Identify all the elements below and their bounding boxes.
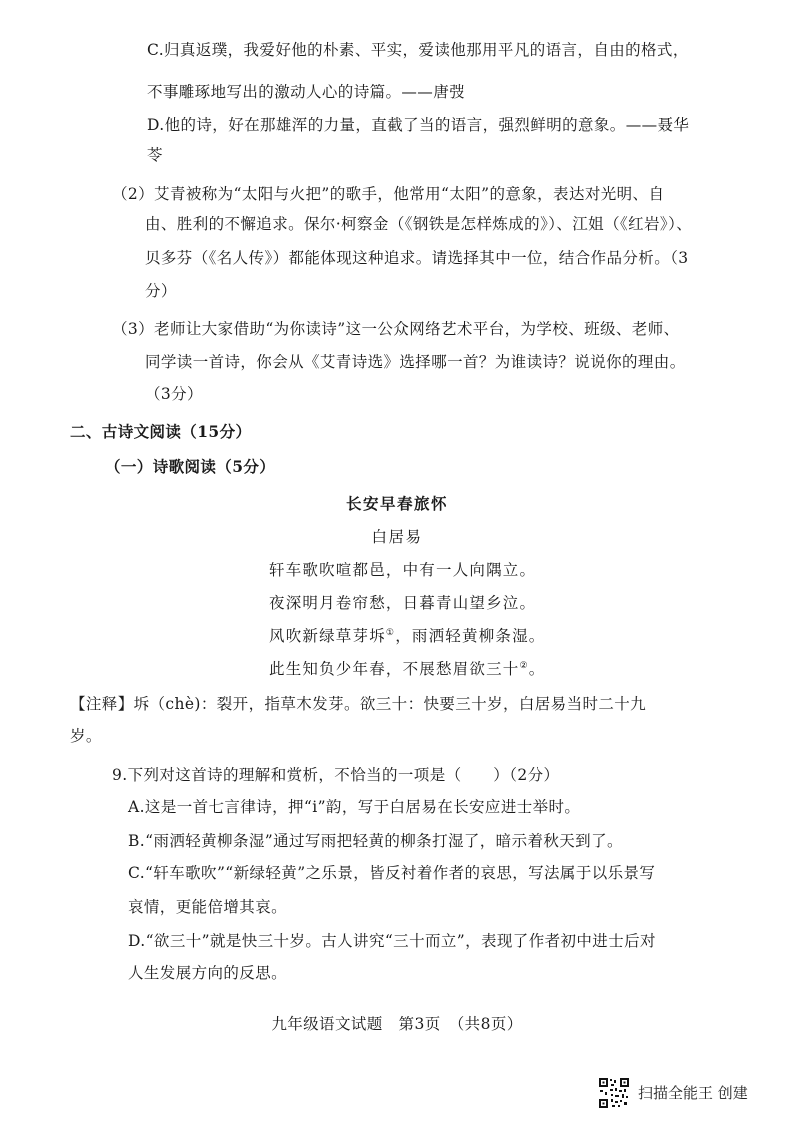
footnote-marker-2: ②: [519, 660, 529, 671]
note-line1: 【注释】坼（chè)：裂开，指草木发芽。欲三十：快要三十岁，白居易当时二十九: [70, 695, 647, 713]
q9-option-b: B.“雨洒轻黄柳条湿”通过写雨把轻黄的柳条打湿了，暗示着秋天到了。: [128, 832, 623, 850]
q8-option-d-line1: D.他的诗，好在那雄浑的力量，直截了当的语言，强烈鲜明的意象。——聂华: [147, 116, 690, 134]
poem-line4: [269, 657, 546, 679]
poem-line4-part2: 。: [528, 660, 546, 678]
scanner-watermark: 扫描全能王 创建: [638, 1084, 748, 1102]
q9-option-a: A.这是一首七言律诗，押“i”韵，写于白居易在长安应进士举时。: [128, 798, 581, 816]
section-heading: 二、古诗文阅读（15分）: [70, 422, 252, 441]
poem-line3-part2: ，雨洒轻黄柳条湿。: [395, 627, 546, 645]
sub2-line1: （2）艾青被称为“太阳与火把”的歌手，他常用“太阳”的意象，表达对光明、自: [112, 185, 665, 203]
q9-stem: 9.下列对这首诗的理解和赏析，不恰当的一项是（ ）（2分）: [112, 766, 560, 784]
q8-option-c-line1: C.归真返璞，我爱好他的朴素、平实，爱读他那用平凡的语言，自由的格式，: [147, 41, 689, 59]
poem-title: 长安早春旅怀: [345, 494, 448, 513]
poem-author: 白居易: [371, 528, 423, 546]
poem-line1: 轩车歌吹喧都邑，中有一人向隅立。: [269, 561, 537, 579]
sub2-line4: 分）: [145, 282, 177, 300]
poem-line3: [269, 624, 546, 646]
sub3-line3: （3分）: [145, 385, 203, 403]
q9-option-d-line2: 人生发展方向的反思。: [128, 964, 288, 982]
section-subheading: （一）诗歌阅读（5分）: [105, 457, 276, 476]
q9-option-c-line2: 哀情，更能倍增其哀。: [128, 898, 288, 916]
footnote-marker-1: ①: [385, 627, 396, 638]
page-footer: 九年级语文试题 第3页 （共8页）: [271, 1015, 523, 1033]
poem-line4-part1: 此生知负少年春，不展愁眉欲三十: [269, 660, 520, 678]
sub2-line3: 贝多芬（《名人传》）都能体现这种追求。请选择其中一位，结合作品分析。（3: [145, 249, 689, 267]
sub2-line2: 由、胜利的不懈追求。保尔·柯察金（《钢铁是怎样炼成的》）、江姐（《红岩》）、: [145, 215, 693, 233]
sub3-line1: （3）老师让大家借助“为你读诗”这一公众网络艺术平台，为学校、班级、老师、: [112, 320, 680, 338]
sub3-line2: 同学读一首诗，你会从《艾青诗选》选择哪一首？为谁读诗？说说你的理由。: [145, 353, 686, 371]
poem-line3-part1: 风吹新绿草芽坼: [269, 627, 386, 645]
q8-option-d-line2: 苓: [147, 146, 163, 164]
qr-code-icon: [598, 1077, 630, 1109]
note-line2: 岁。: [70, 727, 102, 745]
q9-option-d-line1: D.“欲三十”就是快三十岁。古人讲究“三十而立”，表现了作者初中进士后对: [128, 932, 656, 950]
q8-option-c-line2: 不事雕琢地写出的激动人心的诗篇。——唐弢: [147, 83, 466, 101]
q9-option-c-line1: C.“轩车歌吹”“新绿轻黄”之乐景，皆反衬着作者的哀思，写法属于以乐景写: [128, 864, 656, 882]
poem-line2: 夜深明月卷帘愁，日暮青山望乡泣。: [269, 594, 537, 612]
